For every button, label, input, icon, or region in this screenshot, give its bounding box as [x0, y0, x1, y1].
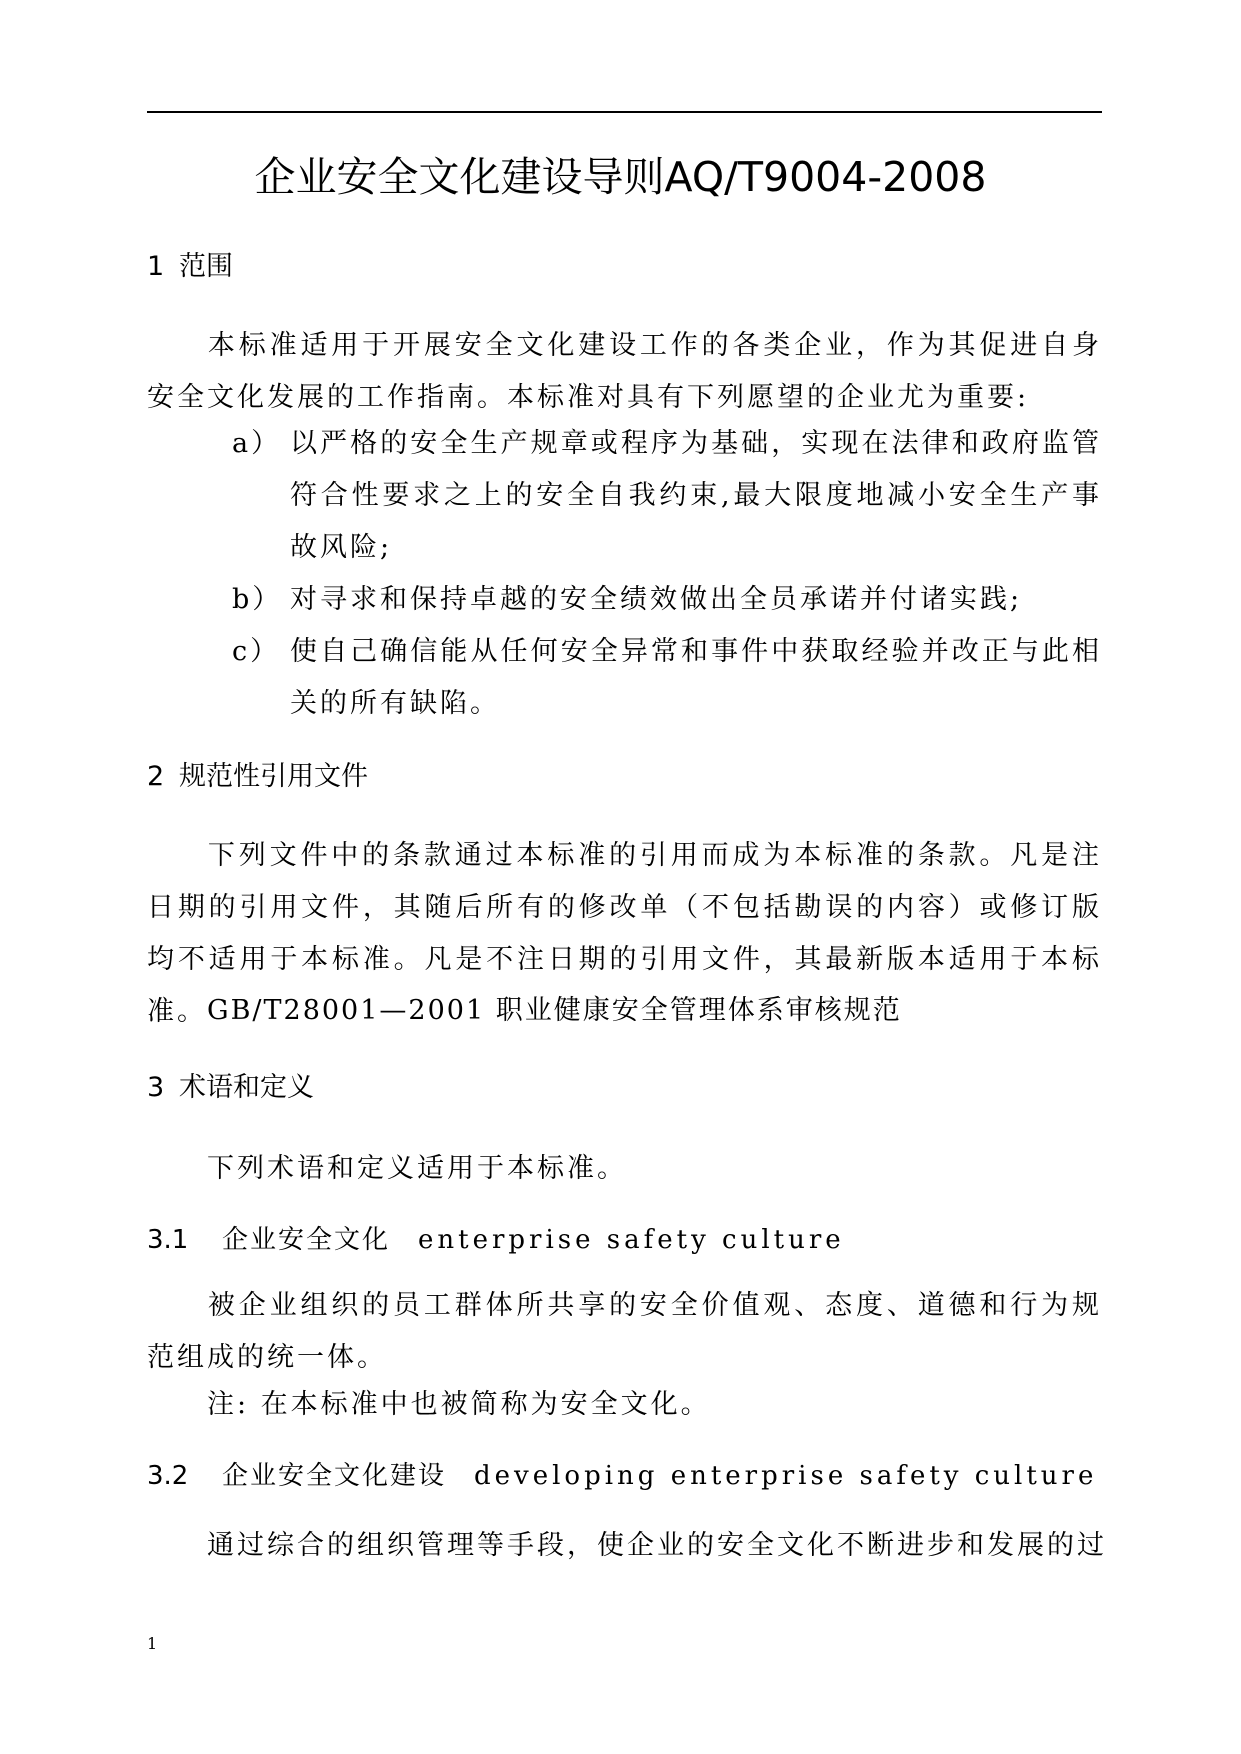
term-3-1-definition: 被企业组织的员工群体所共享的安全价值观、态度、道德和行为规范组成的统一体。	[147, 1290, 1102, 1373]
section-number: 2	[147, 761, 165, 792]
document-title: 企业安全文化建设导则AQ/T9004-2008	[254, 153, 987, 201]
section-title: 术语和定义	[179, 1072, 314, 1103]
term-3-2	[147, 1456, 1097, 1496]
section-1-list	[232, 418, 1102, 730]
term-3-1	[147, 1220, 845, 1260]
section-number: 3	[147, 1072, 165, 1103]
section-1-heading	[147, 247, 233, 287]
term-english: developing enterprise safety culture	[474, 1461, 1098, 1491]
term-chinese: 企业安全文化建设	[222, 1461, 447, 1491]
term-chinese: 企业安全文化	[222, 1225, 391, 1255]
section-2-heading	[147, 757, 368, 797]
section-title: 范围	[179, 251, 233, 282]
section-title: 规范性引用文件	[179, 761, 368, 792]
page-number: 1	[147, 1634, 158, 1653]
section-1-intro: 本标准适用于开展安全文化建设工作的各类企业，作为其促进自身安全文化发展的工作指南。本标准对具有下列愿望的企业尤为重要:	[147, 330, 1102, 413]
list-marker: a）	[232, 428, 282, 459]
list-item: a） 以严格的安全生产规章或程序为基础，实现在法律和政府监管符合性要求之上的安全自我约束,最大限度地减小安全生产事故风险;	[232, 418, 1102, 574]
term-3-1-note: 注: 在本标准中也被简称为安全文化。	[207, 1389, 711, 1420]
term-number: 3.1	[147, 1225, 189, 1255]
term-3-2-definition: 通过综合的组织管理等手段，使企业的安全文化不断进步和发展的过	[207, 1530, 1107, 1561]
section-number: 1	[147, 251, 165, 282]
list-marker: b）	[232, 584, 283, 615]
term-number: 3.2	[147, 1461, 189, 1491]
section-3-heading	[147, 1068, 314, 1108]
term-english: enterprise safety culture	[418, 1225, 845, 1255]
header-rule	[147, 111, 1102, 113]
section-2-intro: 下列文件中的条款通过本标准的引用而成为本标准的条款。凡是注日期的引用文件，其随后所有的修改单（不包括勘误的内容）或修订版均不适用于本标准。凡是不注日期的引用文件，其最新版本适用于本标准。	[147, 840, 1102, 1027]
list-item: b） 对寻求和保持卓越的安全绩效做出全员承诺并付诸实践;	[232, 574, 1102, 626]
list-marker: c）	[232, 636, 281, 667]
list-item: c） 使自己确信能从任何安全异常和事件中获取经验并改正与此相关的所有缺陷。	[232, 626, 1102, 730]
section-3-intro: 下列术语和定义适用于本标准。	[207, 1153, 627, 1184]
normative-reference: GB/T28001—2001 职业健康安全管理体系审核规范	[207, 995, 902, 1026]
